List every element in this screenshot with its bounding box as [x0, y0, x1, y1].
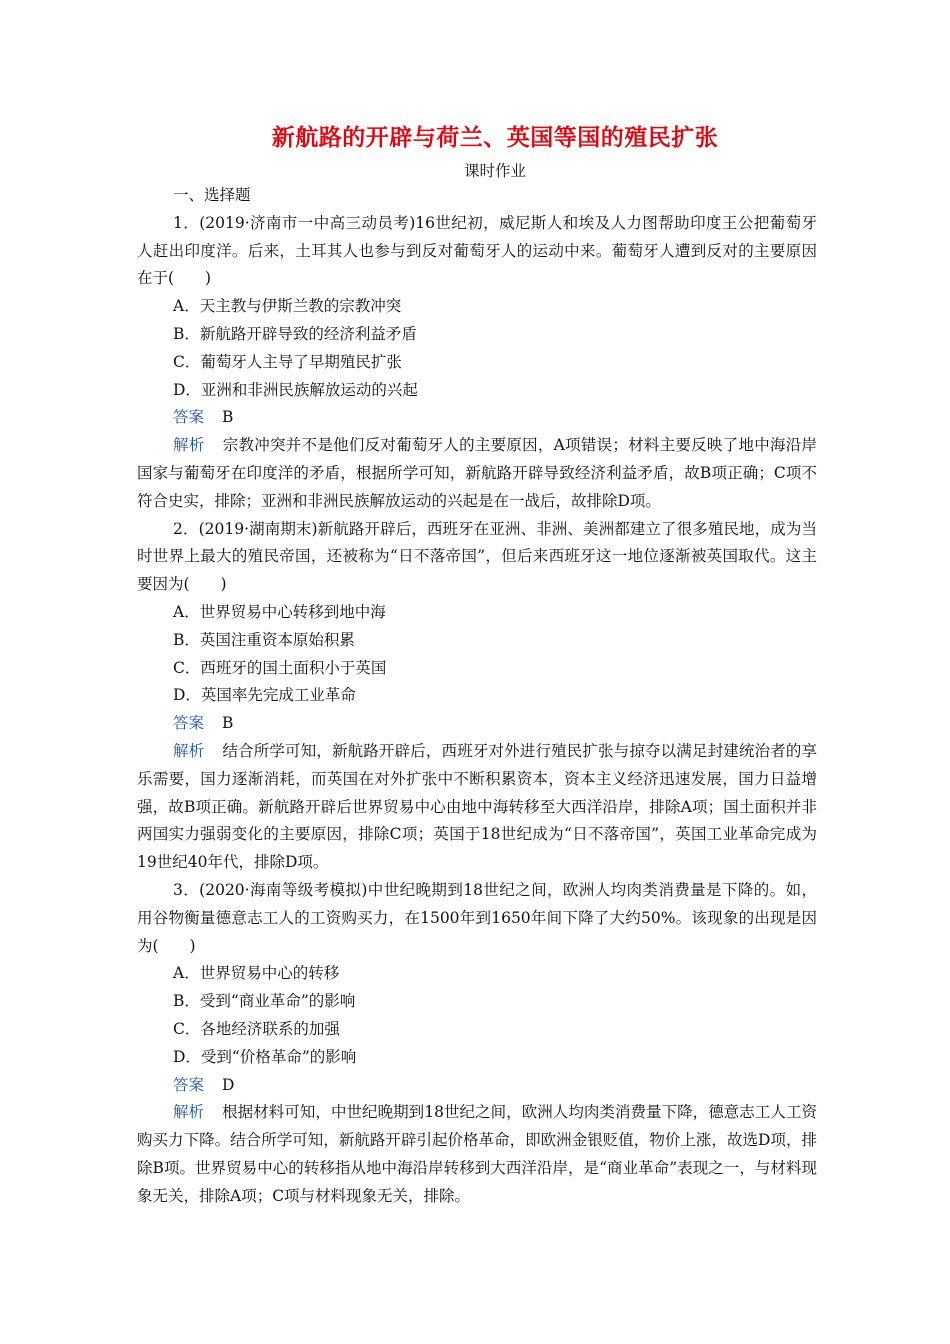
page-subtitle: 课时作业	[463, 162, 526, 180]
option-d: D．亚洲和非洲民族解放运动的兴起	[173, 380, 418, 399]
option-c: C．葡萄牙人主导了早期殖民扩张	[173, 352, 402, 371]
question-stem: 3．(2020·海南等级考模拟)中世纪晚期到18世纪之间，欧洲人均肉类消费量是下降的。如，用谷物衡量德意志工人的工资购买力，在1500年到1650年间下降了大约50%。该现象的出现是因为( )	[137, 880, 817, 955]
answer-label: 答案	[173, 1075, 205, 1094]
analysis-label: 解析	[173, 1103, 205, 1122]
answer-label: 答案	[173, 408, 205, 427]
section-heading: 一、选择题	[173, 186, 251, 204]
answer-value: D	[222, 1075, 235, 1094]
answer-line	[137, 404, 817, 432]
analysis-paragraph	[137, 432, 817, 515]
analysis-label: 解析	[173, 436, 205, 455]
answer-value: B	[222, 714, 234, 733]
analysis-paragraph	[137, 738, 817, 877]
option-b: B．受到“商业革命”的影响	[173, 992, 356, 1011]
analysis-text: 根据材料可知，中世纪晚期到18世纪之间，欧洲人均肉类消费量下降，德意志工人工资购买力下降。结合所学可知，新航路开辟引起价格革命，即欧洲金银贬值，物价上涨，故选D项，排除B项。世界贸易中心的转移指从地中海沿岸转移到大西洋沿岸，是“商业革命”表现之一，与材料现象无关，排除A项；C项与材料现象无关，排除。	[137, 1103, 817, 1205]
answer-value: B	[222, 408, 234, 427]
analysis-text: 宗教冲突并不是他们反对葡萄牙人的主要原因，A项错误；材料主要反映了地中海沿岸国家与葡萄牙在印度洋的矛盾，根据所学可知，新航路开辟导致经济利益矛盾，故B项正确；C项不符合史实，排除；亚洲和非洲民族解放运动的兴起是在一战后，故排除D项。	[137, 436, 817, 510]
question-stem: 2．(2019·湖南期末)新航路开辟后，西班牙在亚洲、非洲、美洲都建立了很多殖民地，成为当时世界上最大的殖民帝国，还被称为“日不落帝国”，但后来西班牙这一地位逐渐被英国取代。这主要因为( )	[137, 519, 817, 594]
option-a: A．世界贸易中心转移到地中海	[173, 602, 386, 621]
analysis-text: 结合所学可知，新航路开辟后，西班牙对外进行殖民扩张与掠夺以满足封建统治者的享乐需要，国力逐渐消耗，而英国在对外扩张中不断积累资本，资本主义经济迅速发展，国力日益增强，故B项正确。新航路开辟后世界贸易中心由地中海转移至大西洋沿岸，排除A项；国土面积并非两国实力强弱变化的主要原因，排除C项；英国于18世纪成为“日不落帝国”，英国工业革命完成为19世纪40年代，排除D项。	[137, 741, 817, 872]
answer-line	[137, 710, 817, 738]
option-a: A．世界贸易中心的转移	[173, 964, 340, 983]
option-b: B．英国注重资本原始积累	[173, 630, 355, 649]
answer-line	[137, 1072, 817, 1100]
option-d: D．受到“价格革命”的影响	[173, 1047, 357, 1066]
page-title: 新航路的开辟与荷兰、英国等国的殖民扩张	[271, 125, 719, 151]
option-b: B．新航路开辟导致的经济利益矛盾	[173, 324, 417, 343]
option-c: C．各地经济联系的加强	[173, 1019, 340, 1038]
option-c: C．西班牙的国土面积小于英国	[173, 658, 387, 677]
analysis-paragraph	[137, 1099, 817, 1210]
analysis-label: 解析	[173, 741, 205, 760]
question-list	[137, 182, 817, 1210]
option-a: A．天主教与伊斯兰教的宗教冲突	[173, 297, 402, 316]
answer-label: 答案	[173, 714, 205, 733]
question-stem: 1．(2019·济南市一中高三动员考)16世纪初，威尼斯人和埃及人力图帮助印度王公把葡萄牙人赶出印度洋。后来，土耳其人也参与到反对葡萄牙人的运动中来。葡萄牙人遭到反对的主要原因在于( )	[137, 213, 817, 288]
option-d: D．英国率先完成工业革命	[173, 686, 356, 705]
